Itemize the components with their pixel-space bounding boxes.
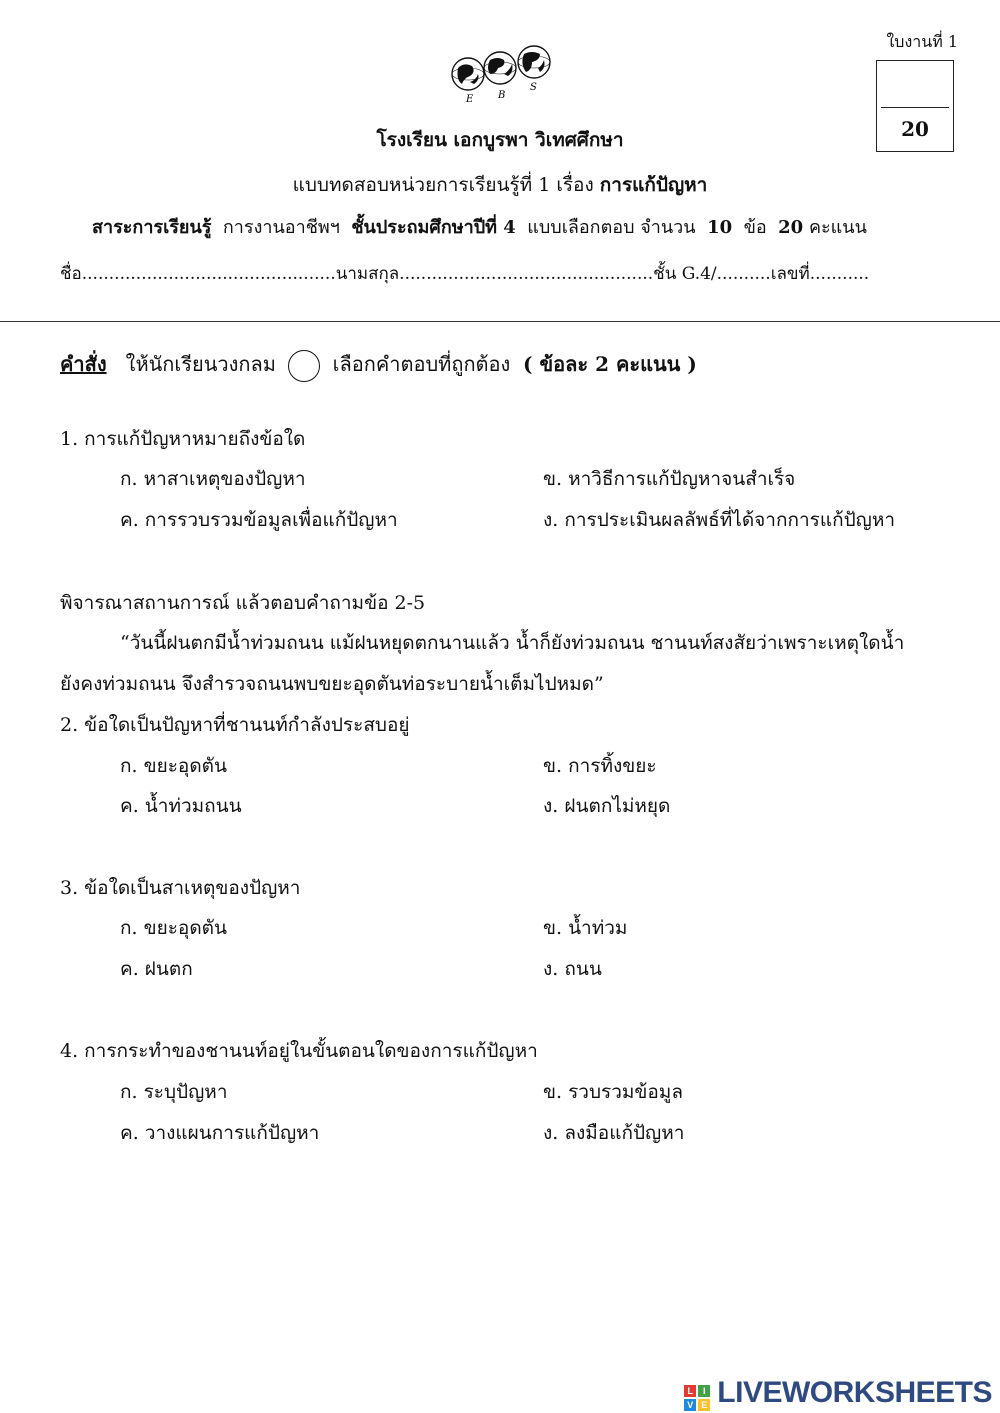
logo-tile-e: E <box>698 1399 710 1411</box>
question-2-option-d[interactable]: ง. ฝนตกไม่หยุด <box>543 795 671 817</box>
logo-letter-b: B <box>498 90 506 101</box>
logo-tile-i: I <box>698 1385 710 1397</box>
question-2-prompt: 2. ข้อใดเป็นปัญหาที่ชานนท์กำลังประสบอยู่ <box>60 714 410 736</box>
score-unit: คะแนน <box>808 217 867 238</box>
scenario-intro: พิจารณาสถานการณ์ แล้วตอบคำถามข้อ 2-5 <box>60 592 426 614</box>
instruction-text-after: เลือกคำตอบที่ถูกต้อง <box>332 352 511 376</box>
question-3-prompt: 3. ข้อใดเป็นสาเหตุของปัญหา <box>60 877 301 899</box>
question-4-prompt: 4. การกระทำของชานนท์อยู่ในขั้นตอนใดของการแก้ปัญหา <box>60 1040 538 1062</box>
question-1-option-b[interactable]: ข. หาวิธีการแก้ปัญหาจนสำเร็จ <box>543 468 796 490</box>
question-4-option-a[interactable]: ก. ระบุปัญหา <box>120 1081 228 1103</box>
school-name: โรงเรียน เอกบูรพา วิเทศศึกษา <box>376 129 624 151</box>
subject-value: การงานอาชีพฯ <box>222 217 340 238</box>
test-title <box>0 173 1000 197</box>
question-4-option-c[interactable]: ค. วางแผนการแก้ปัญหา <box>120 1122 320 1144</box>
sheet-label: ใบงานที่ 1 <box>886 32 958 51</box>
subject-label: สาระการเรียนรู้ <box>92 217 212 238</box>
instruction-label: คำสั่ง <box>60 352 107 376</box>
question-2-option-b[interactable]: ข. การทิ้งขยะ <box>543 755 657 777</box>
logo-tile-l: L <box>684 1385 696 1397</box>
instruction-points: ( ข้อละ 2 คะแนน ) <box>523 352 697 376</box>
question-4-option-b[interactable]: ข. รวบรวมข้อมูล <box>543 1081 683 1103</box>
scenario-line-1: “วันนี้ฝนตกมีน้ำท่วมถนน แม้ฝนหยุดตกนานแล้ว น้ำก็ยังท่วมถนน ชานนท์สงสัยว่าเพราะเหตุใดน้ำ <box>120 632 905 654</box>
question-2-option-a[interactable]: ก. ขยะอุดตัน <box>120 755 227 777</box>
question-2-option-c[interactable]: ค. น้ำท่วมถนน <box>120 795 242 817</box>
score-total: 20 <box>901 117 929 141</box>
student-info-line: ชื่อ...............................................นามสกุล...............................................ชั้น G.4/..........เลขที่........... <box>60 264 870 284</box>
question-3-option-d[interactable]: ง. ถนน <box>543 958 602 980</box>
instruction <box>60 348 697 382</box>
item-count: 10 <box>707 217 733 238</box>
logo-letter-s: S <box>530 82 537 93</box>
instruction-text-before: ให้นักเรียนวงกลม <box>125 352 276 376</box>
question-1-prompt: 1. การแก้ปัญหาหมายถึงข้อใด <box>60 428 306 450</box>
format-text: แบบเลือกตอบ จำนวน <box>527 217 696 238</box>
watermark-text: LIVEWORKSHEETS <box>717 1376 992 1409</box>
circle-icon <box>288 350 320 382</box>
question-1-option-a[interactable]: ก. หาสาเหตุของปัญหา <box>120 468 306 490</box>
subject-line <box>92 216 867 240</box>
liveworksheets-logo-icon <box>684 1385 710 1411</box>
question-3-option-c[interactable]: ค. ฝนตก <box>120 958 193 980</box>
question-4-option-d[interactable]: ง. ลงมือแก้ปัญหา <box>543 1122 685 1144</box>
test-title-prefix: แบบทดสอบหน่วยการเรียนรู้ที่ 1 เรื่อง <box>292 174 594 196</box>
question-1-option-d[interactable]: ง. การประเมินผลลัพธ์ที่ได้จากการแก้ปัญหา <box>543 509 896 531</box>
globe-logo-icon <box>448 42 560 104</box>
logo-letter-e: E <box>466 94 474 104</box>
liveworksheets-watermark[interactable] <box>684 1376 992 1410</box>
score-count: 20 <box>778 217 804 238</box>
grade-label: ชั้นประถมศึกษาปีที่ 4 <box>351 217 516 238</box>
score-divider <box>881 107 949 108</box>
question-3-option-b[interactable]: ข. น้ำท่วม <box>543 917 628 939</box>
school-logo <box>448 42 560 104</box>
logo-tile-v: V <box>684 1399 696 1411</box>
question-1-option-c[interactable]: ค. การรวบรวมข้อมูลเพื่อแก้ปัญหา <box>120 509 398 531</box>
item-unit: ข้อ <box>743 217 767 238</box>
scenario-line-2: ยังคงท่วมถนน จึงสำรวจถนนพบขยะอุดตันท่อระบายน้ำเต็มไปหมด” <box>60 673 604 695</box>
question-3-option-a[interactable]: ก. ขยะอุดตัน <box>120 917 227 939</box>
header-divider <box>0 321 1000 322</box>
test-title-topic: การแก้ปัญหา <box>599 174 708 196</box>
